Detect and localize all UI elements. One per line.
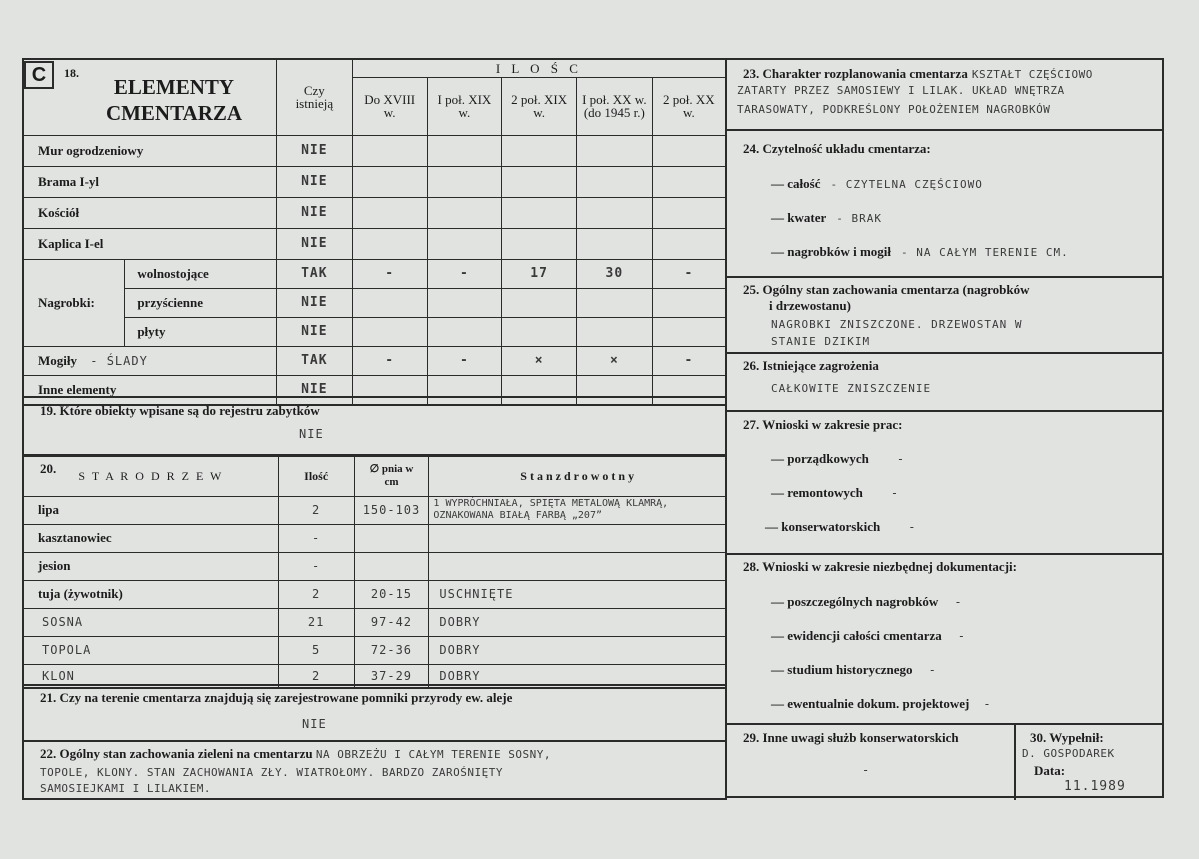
section-26 (727, 354, 1164, 412)
section-22-line1: NA OBRZEŻU I CAŁYM TERENIE SOSNY, (315, 748, 551, 761)
starodrzew-table (22, 455, 727, 689)
item-label: — ewentualnie dokum. projektowej (771, 696, 970, 711)
section-22-line3: SAMOSIEJKAMI I LILAKIEM. (40, 782, 211, 795)
row-exists: NIE (276, 228, 352, 259)
table-row (23, 197, 726, 228)
tree-health: DOBRY (429, 608, 726, 636)
item-label: — studium historycznego (771, 662, 913, 677)
section-30 (1016, 725, 1162, 800)
section-28-item (771, 661, 937, 679)
section-19-label: 19. Które obiekty wpisane są do rejestru zabytków (40, 403, 320, 418)
item-value: - (908, 520, 917, 534)
letter-box: C (24, 61, 54, 89)
section-27-item (765, 518, 916, 536)
table-row (23, 259, 726, 288)
tree-row (23, 580, 726, 608)
nagrobki-label: Nagrobki: (23, 259, 125, 346)
section-28-item (771, 695, 992, 713)
section-18-title-1: ELEMENTY (113, 75, 235, 99)
tree-row (23, 608, 726, 636)
row-label: przyścienne (125, 288, 277, 317)
tree-count: - (278, 552, 354, 580)
tree-diam: 97-42 (354, 608, 429, 636)
item-label: — remontowych (771, 485, 863, 500)
section-28-item (771, 627, 966, 645)
section-19-value: NIE (299, 427, 324, 441)
col-exists-header: Czy istnieją (276, 59, 352, 135)
tree-row (23, 552, 726, 580)
item-value: - (954, 595, 963, 609)
item-label: — porządkowych (771, 451, 869, 466)
item-label: — konserwatorskich (765, 519, 881, 534)
cell-value: - (652, 346, 726, 375)
cell-value: × (576, 346, 652, 375)
table-row (23, 317, 726, 346)
tree-diam: 20-15 (354, 580, 429, 608)
row-label: Inne elementy (23, 375, 276, 405)
table-row (23, 166, 726, 197)
tree-health: DOBRY (429, 664, 726, 688)
tree-row (23, 496, 726, 524)
tree-name: TOPOLA (23, 636, 278, 664)
row-exists: NIE (276, 197, 352, 228)
cell-value: - (652, 259, 726, 288)
row-exists: NIE (276, 135, 352, 166)
section-23-line3: TARASOWATY, PODKREŚLONY POŁOŻENIEM NAGROBKÓW (737, 103, 1051, 116)
section-27-label: 27. Wnioski w zakresie prac: (743, 417, 903, 432)
item-label: — ewidencji całości cmentarza (771, 628, 942, 643)
tree-count: 2 (278, 580, 354, 608)
tree-diam: 72-36 (354, 636, 429, 664)
section-28-item (771, 593, 963, 611)
item-value: - NA CAŁYM TERENIE CM. (901, 246, 1069, 259)
item-label: — kwater (771, 210, 827, 225)
item-label: — całość (771, 176, 821, 191)
section-28-label: 28. Wnioski w zakresie niezbędnej dokumentacji: (743, 559, 1017, 574)
item-value: - BRAK (836, 212, 882, 225)
period-header-1: I poł. XIX w. (427, 77, 502, 135)
cell-value: 17 (502, 259, 577, 288)
tree-count: 2 (278, 664, 354, 688)
item-value: - (928, 663, 937, 677)
tree-count: 5 (278, 636, 354, 664)
tree-health: 1 WYPRÓCHNIAŁA, SPIĘTA METALOWĄ KLAMRĄ, OZNAKOWANA BIAŁĄ FARBĄ „207” (429, 496, 726, 524)
section-29-label: 29. Inne uwagi służb konserwatorskich (743, 730, 959, 745)
section-21-label: 21. Czy na terenie cmentarza znajdują się zarejestrowane pomniki przyrody ew. aleje (40, 690, 513, 705)
cell-value: - (427, 346, 502, 375)
row-label: Brama I-yl (23, 166, 276, 197)
section-20-num: 20. (40, 461, 57, 476)
table-row (23, 228, 726, 259)
table-row (23, 288, 726, 317)
section-30-label: 30. Wypełnił: (1030, 730, 1104, 745)
row-exists: NIE (276, 375, 352, 405)
tree-count: - (278, 524, 354, 552)
starodrzew-header (23, 456, 278, 496)
mogily-note: - ŚLADY (90, 353, 148, 368)
section-25-line2: STANIE DZIKIM (771, 335, 871, 348)
item-value: - (983, 697, 992, 711)
tree-diam: 150-103 (354, 496, 429, 524)
item-value: - (890, 486, 900, 500)
section-27-item (771, 484, 899, 502)
item-value: - CZYTELNA CZĘŚCIOWO (830, 178, 983, 191)
row-exists: TAK (276, 259, 352, 288)
period-header-2: 2 poł. XIX w. (502, 77, 577, 135)
tree-name: tuja (żywotnik) (23, 580, 278, 608)
section-22 (22, 740, 727, 800)
period-header-4: 2 poł. XX w. (652, 77, 726, 135)
item-label: — nagrobków i mogił (771, 244, 892, 259)
cell-value: - (352, 346, 427, 375)
date-value: 11.1989 (1064, 779, 1126, 794)
section-24 (727, 131, 1164, 278)
row-label: Mur ogrodzeniowy (23, 135, 276, 166)
tree-name: KLON (23, 664, 278, 688)
section-19 (22, 396, 727, 456)
period-header-3: I poł. XX w. (do 1945 r.) (576, 77, 652, 135)
row-exists: NIE (276, 166, 352, 197)
col-count-header: Ilość (278, 456, 354, 496)
tree-count: 21 (278, 608, 354, 636)
row-label: płyty (125, 317, 277, 346)
section-18-header (23, 59, 276, 135)
section-27-item (771, 450, 905, 468)
section-24-label: 24. Czytelność układu cmentarza: (743, 141, 931, 156)
section-25 (727, 278, 1164, 354)
date-label: Data: (1034, 763, 1066, 778)
section-21 (22, 684, 727, 742)
section-23-label: 23. Charakter rozplanowania cmentarza (743, 66, 968, 81)
tree-diam: 37-29 (354, 664, 429, 688)
col-count-group-header: I L O Ś C (352, 59, 726, 77)
section-23-line1: KSZTAŁT CZĘŚCIOWO (971, 68, 1093, 81)
tree-count: 2 (278, 496, 354, 524)
section-25-line1: NAGROBKI ZNISZCZONE. DRZEWOSTAN W (771, 318, 1023, 331)
section-24-item (771, 243, 1069, 261)
tree-name: lipa (23, 496, 278, 524)
tree-name: kasztanowiec (23, 524, 278, 552)
tree-row (23, 636, 726, 664)
section-26-value: CAŁKOWITE ZNISZCZENIE (771, 382, 932, 395)
table-row (23, 346, 726, 375)
row-exists: NIE (276, 288, 352, 317)
row-label: Kościół (23, 197, 276, 228)
section-26-label: 26. Istniejące zagrożenia (743, 358, 879, 373)
cell-value: × (502, 346, 577, 375)
table-row (23, 135, 726, 166)
item-value: - (896, 452, 906, 466)
section-22-line2: TOPOLE, KLONY. STAN ZACHOWANIA ZŁY. WIATROŁOMY. BARDZO ZAROŚNIĘTY (40, 766, 503, 779)
section-25-label-1: 25. Ogólny stan zachowania cmentarza (nagrobków (743, 282, 1030, 297)
tree-name: jesion (23, 552, 278, 580)
tree-health: USCHNIĘTE (429, 580, 726, 608)
section-28 (727, 555, 1164, 725)
filled-by-name: D. GOSPODAREK (1022, 747, 1115, 760)
cell-value: - (352, 259, 427, 288)
mogily-label: Mogiły (38, 352, 77, 368)
section-18-num: 18. (64, 66, 79, 80)
row-label: Kaplica I-el (23, 228, 276, 259)
tree-name: SOSNA (23, 608, 278, 636)
section-25-label-2: i drzewostanu) (769, 298, 851, 313)
section-22-label: 22. Ogólny stan zachowania zieleni na cmentarzu (40, 746, 313, 761)
col-health-header: S t a n z d r o w o t n y (429, 456, 726, 496)
tree-health: DOBRY (429, 636, 726, 664)
elements-table (22, 58, 727, 406)
section-23 (727, 60, 1164, 131)
section-29-value: - (862, 763, 871, 777)
section-27 (727, 412, 1164, 555)
cell-value: 30 (576, 259, 652, 288)
row-label: wolnostojące (125, 259, 277, 288)
section-24-item (771, 175, 983, 193)
section-21-value: NIE (302, 717, 327, 731)
period-header-0: Do XVIII w. (352, 77, 427, 135)
section-24-item (771, 209, 882, 227)
section-29 (727, 725, 1016, 800)
row-exists: NIE (276, 317, 352, 346)
section-18-title-2: CMENTARZA (105, 101, 243, 125)
section-23-line2: ZATARTY PRZEZ SAMOSIEWY I LILAK. UKŁAD WNĘTRZA (737, 84, 1065, 97)
row-label (23, 346, 276, 375)
right-column (727, 58, 1164, 798)
section-20-title: S T A R O D R Z E W (78, 469, 224, 484)
item-label: — poszczególnych nagrobków (771, 594, 939, 609)
col-diam-header: ∅ pnia w cm (354, 456, 429, 496)
tree-row (23, 524, 726, 552)
item-value: - (957, 629, 966, 643)
row-exists: TAK (276, 346, 352, 375)
cell-value: - (427, 259, 502, 288)
